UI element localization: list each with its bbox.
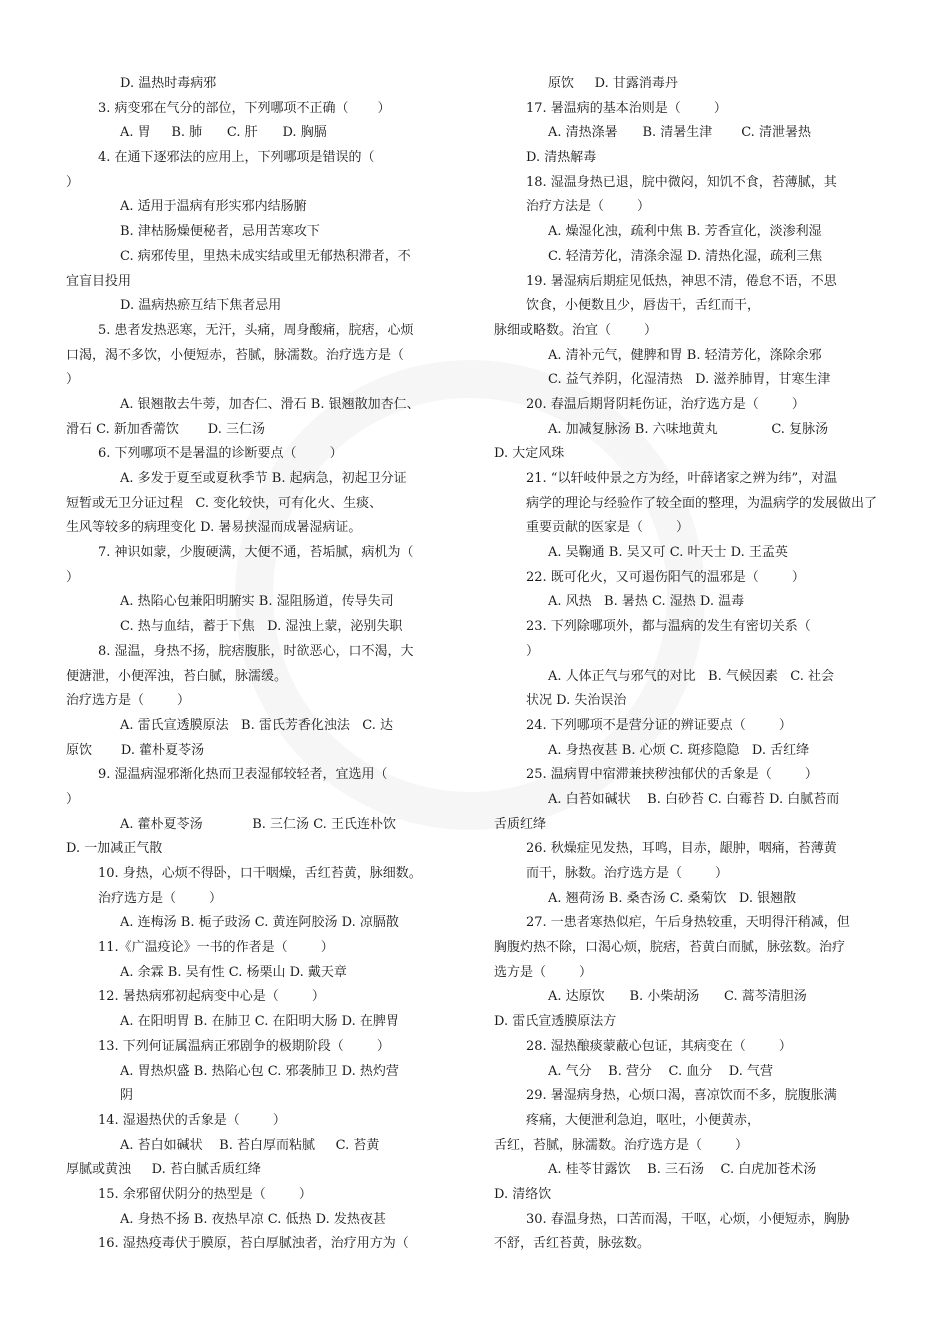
text-line: 脉细或略数。治宜（ ） <box>494 322 658 338</box>
text-line: 胸腹灼热不除，口渴心烦，脘痞，苔黄白而腻，脉弦数。治疗 <box>494 940 846 956</box>
text-line: ） <box>66 569 80 585</box>
text-line: 26. 秋燥症见发热，耳鸣，目赤，龈肿，咽痛，苔薄黄 <box>526 841 837 857</box>
text-line: 30. 春温身热，口苦而渴，干呕，心烦，小便短赤，胸胁 <box>526 1211 850 1227</box>
text-line: A. 胃热炽盛 B. 热陷心包 C. 邪袭肺卫 D. 热灼营 <box>120 1063 399 1079</box>
text-line: 28. 湿热酿痰蒙蔽心包证，其病变在（ ） <box>526 1038 792 1054</box>
text-line: ） <box>66 372 80 388</box>
text-line: C. 病邪传里，里热未成实结或里无郁热积滞者，不 <box>120 248 411 264</box>
text-line: 疼痛，大便泄利急迫，呕吐，小便黄赤， <box>526 1112 761 1128</box>
text-line: ） <box>66 174 80 190</box>
text-line: 19. 暑湿病后期症见低热，神思不清，倦怠不语，不思 <box>526 273 837 289</box>
text-line: A. 桂苓甘露饮 B. 三石汤 C. 白虎加苍术汤 <box>548 1162 817 1178</box>
text-line: A. 吴鞠通 B. 吴又可 C. 叶天士 D. 王孟英 <box>548 545 788 561</box>
text-line: A. 适用于温病有形实邪内结肠腑 <box>120 199 307 215</box>
text-line: A. 风热 B. 暑热 C. 湿热 D. 温毒 <box>548 594 745 610</box>
text-line: 治疗选方是（ ） <box>66 693 191 709</box>
text-line: A. 藿朴夏苓汤 B. 三仁汤 C. 王氏连朴饮 <box>120 816 396 832</box>
text-line: A. 身热不扬 B. 夜热早凉 C. 低热 D. 发热夜甚 <box>120 1211 386 1227</box>
text-line: A. 清补元气，健脾和胃 B. 轻清芳化，涤除余邪 <box>548 347 822 363</box>
text-line: 12. 暑热病邪初起病变中心是（ ） <box>98 989 325 1005</box>
text-line: 口渴，渴不多饮，小便短赤，苔腻，脉濡数。治疗选方是（ <box>66 347 405 363</box>
text-line: 短暂或无卫分证过程 C. 变化较快，可有化火、生痰、 <box>66 495 383 511</box>
text-line: C. 轻清芳化，清涤余湿 D. 清热化湿，疏利三焦 <box>548 248 823 264</box>
text-line: 4. 在通下逐邪法的应用上，下列哪项是错误的（ <box>98 150 375 166</box>
text-line: A. 雷氏宣透膜原法 B. 雷氏芳香化浊法 C. 达 <box>120 717 394 733</box>
text-line: 状况 D. 失治误治 <box>526 693 627 709</box>
text-line: A. 气分 B. 营分 C. 血分 D. 气营 <box>548 1063 774 1079</box>
text-line: A. 燥湿化浊，疏利中焦 B. 芳香宣化，淡渗利湿 <box>548 224 822 240</box>
text-line: D. 温热时毒病邪 <box>120 76 217 91</box>
text-line: 23. 下列除哪项外，都与温病的发生有密切关系（ <box>526 619 811 635</box>
text-line: 生风等较多的病理变化 D. 暑易挟湿而成暑湿病证。 <box>66 520 362 536</box>
text-line: 原饮 D. 甘露消毒丹 <box>548 76 678 91</box>
text-line: 17. 暑温病的基本治则是（ ） <box>526 100 727 116</box>
text-line: 15. 余邪留伏阴分的热型是（ ） <box>98 1186 312 1202</box>
text-line: 滑石 C. 新加香薷饮 D. 三仁汤 <box>66 421 266 437</box>
text-line: A. 人体正气与邪气的对比 B. 气候因素 C. 社会 <box>548 668 835 684</box>
text-line: A. 翘荷汤 B. 桑杏汤 C. 桑菊饮 D. 银翘散 <box>548 890 797 906</box>
text-line: D. 雷氏宣透膜原法方 <box>494 1014 617 1030</box>
text-line: 27. 一患者寒热似疟，午后身热较重，天明得汗稍减，但 <box>526 915 850 931</box>
text-line: 5. 患者发热恶寒，无汗，头痛，周身酸痛，脘痞，心烦 <box>98 322 414 338</box>
text-line: A. 苔白如碱状 B. 苔白厚而粘腻 C. 苔黄 <box>120 1137 380 1153</box>
text-line: 厚腻或黄浊 D. 苔白腻舌质红绛 <box>66 1162 261 1178</box>
text-line: 25. 温病胃中宿滞兼挟秽浊郁伏的舌象是（ ） <box>526 767 818 783</box>
text-line: 24. 下列哪项不是营分证的辨证要点（ ） <box>526 717 792 733</box>
text-line: 21. “以轩岐仲景之方为经，叶薛诸家之辨为纬”，对温 <box>526 471 838 486</box>
text-line: D. 一加减正气散 <box>66 841 163 857</box>
text-line: A. 白苔如碱状 B. 白砂苔 C. 白霉苔 D. 白腻苔而 <box>548 791 840 807</box>
text-line: 8. 湿温，身热不扬，脘痞腹胀，时欲恶心，口不渴，大 <box>98 643 414 659</box>
text-line: 14. 湿遏热伏的舌象是（ ） <box>98 1112 286 1128</box>
text-line: A. 加减复脉汤 B. 六味地黄丸 C. 复脉汤 <box>548 421 829 437</box>
text-line: A. 热陷心包兼阳明腑实 B. 湿阻肠道，传导失司 <box>120 594 394 610</box>
text-line: A. 清热涤暑 B. 清暑生津 C. 清泄暑热 <box>548 125 811 141</box>
text-line: A. 余霖 B. 吴有性 C. 杨栗山 D. 戴天章 <box>120 964 347 980</box>
text-line: C. 益气养阴，化湿清热 D. 滋养肺胃，甘寒生津 <box>548 372 831 388</box>
text-line: C. 热与血结，蓄于下焦 D. 湿浊上蒙，泌别失职 <box>120 619 403 635</box>
text-line: 20. 春温后期肾阴耗伤证，治疗选方是（ ） <box>526 396 805 412</box>
right-column <box>494 72 886 1257</box>
text-line: 舌质红绛 <box>494 816 547 832</box>
text-line: 便溏泄，小便浑浊，苔白腻，脉濡缓。 <box>66 668 288 684</box>
text-line: 治疗方法是（ ） <box>526 199 651 215</box>
text-line: A. 胃 B. 肺 C. 肝 D. 胸膈 <box>120 125 327 141</box>
text-line: D. 温病热瘀互结下焦者忌用 <box>120 298 282 314</box>
left-column <box>66 72 462 1257</box>
text-line: 10. 身热，心烦不得卧，口干咽燥，舌红苔黄，脉细数。 <box>98 866 422 881</box>
text-line: 7. 神识如蒙，少腹硬满，大便不通，苔垢腻，病机为（ <box>98 545 414 561</box>
text-line: A. 在阳明胃 B. 在肺卫 C. 在阳明大肠 D. 在脾胃 <box>120 1014 399 1030</box>
text-line: A. 身热夜甚 B. 心烦 C. 斑疹隐隐 D. 舌红绛 <box>548 742 810 758</box>
text-line: 3. 病变邪在气分的部位，下列哪项不正确（ ） <box>98 100 391 116</box>
text-line: 饮食，小便数且少，唇齿干，舌红而干， <box>526 298 761 314</box>
text-line: 宜盲目投用 <box>66 273 132 289</box>
text-line: ） <box>526 643 540 659</box>
text-line: B. 津枯肠燥便秘者，忌用苦寒攻下 <box>120 224 320 240</box>
text-line: 11.《广温疫论》一书的作者是（ ） <box>98 940 334 956</box>
text-line: 29. 暑湿病身热，心烦口渴，喜凉饮而不多，脘腹胀满 <box>526 1088 837 1104</box>
text-line: 18. 湿温身热已退，脘中微闷，知饥不食，苔薄腻，其 <box>526 174 837 190</box>
text-line: D. 清络饮 <box>494 1186 552 1202</box>
text-line: A. 达原饮 B. 小柴胡汤 C. 蒿芩清胆汤 <box>548 989 807 1005</box>
text-line: 选方是（ ） <box>494 964 593 980</box>
text-line: 6. 下列哪项不是暑温的诊断要点（ ） <box>98 446 343 462</box>
text-line: 不舒，舌红苔黄，脉弦数。 <box>494 1236 651 1252</box>
text-line: 9. 湿温病湿邪渐化热而卫表湿郁较轻者，宜选用（ <box>98 767 388 783</box>
text-line: ） <box>66 791 80 807</box>
text-line: 重要贡献的医家是（ ） <box>526 520 690 536</box>
text-line: A. 银翘散去牛蒡，加杏仁、滑石 B. 银翘散加杏仁、 <box>120 396 420 412</box>
text-line: 病学的理论与经验作了较全面的整理，为温病学的发展做出了 <box>526 495 878 511</box>
text-line: A. 多发于夏至或夏秋季节 B. 起病急，初起卫分证 <box>120 471 407 486</box>
text-line: 13. 下列何证属温病正邪剧争的极期阶段（ ） <box>98 1038 390 1054</box>
text-line: D. 清热解毒 <box>526 150 597 166</box>
text-line: 而干，脉数。治疗选方是（ ） <box>526 866 729 881</box>
text-line: 治疗选方是（ ） <box>98 890 223 906</box>
text-line: A. 连梅汤 B. 栀子豉汤 C. 黄连阿胶汤 D. 凉膈散 <box>120 915 399 931</box>
text-line: D. 大定风珠 <box>494 446 565 462</box>
text-line: 原饮 D. 藿朴夏苓汤 <box>66 742 205 758</box>
text-line: 16. 湿热疫毒伏于膜原，苔白厚腻浊者，治疗用方为（ <box>98 1236 409 1252</box>
text-line: 阴 <box>120 1088 134 1104</box>
text-line: 22. 既可化火，又可遏伤阳气的温邪是（ ） <box>526 569 805 585</box>
text-line: 舌红，苔腻，脉濡数。治疗选方是（ ） <box>494 1137 749 1153</box>
